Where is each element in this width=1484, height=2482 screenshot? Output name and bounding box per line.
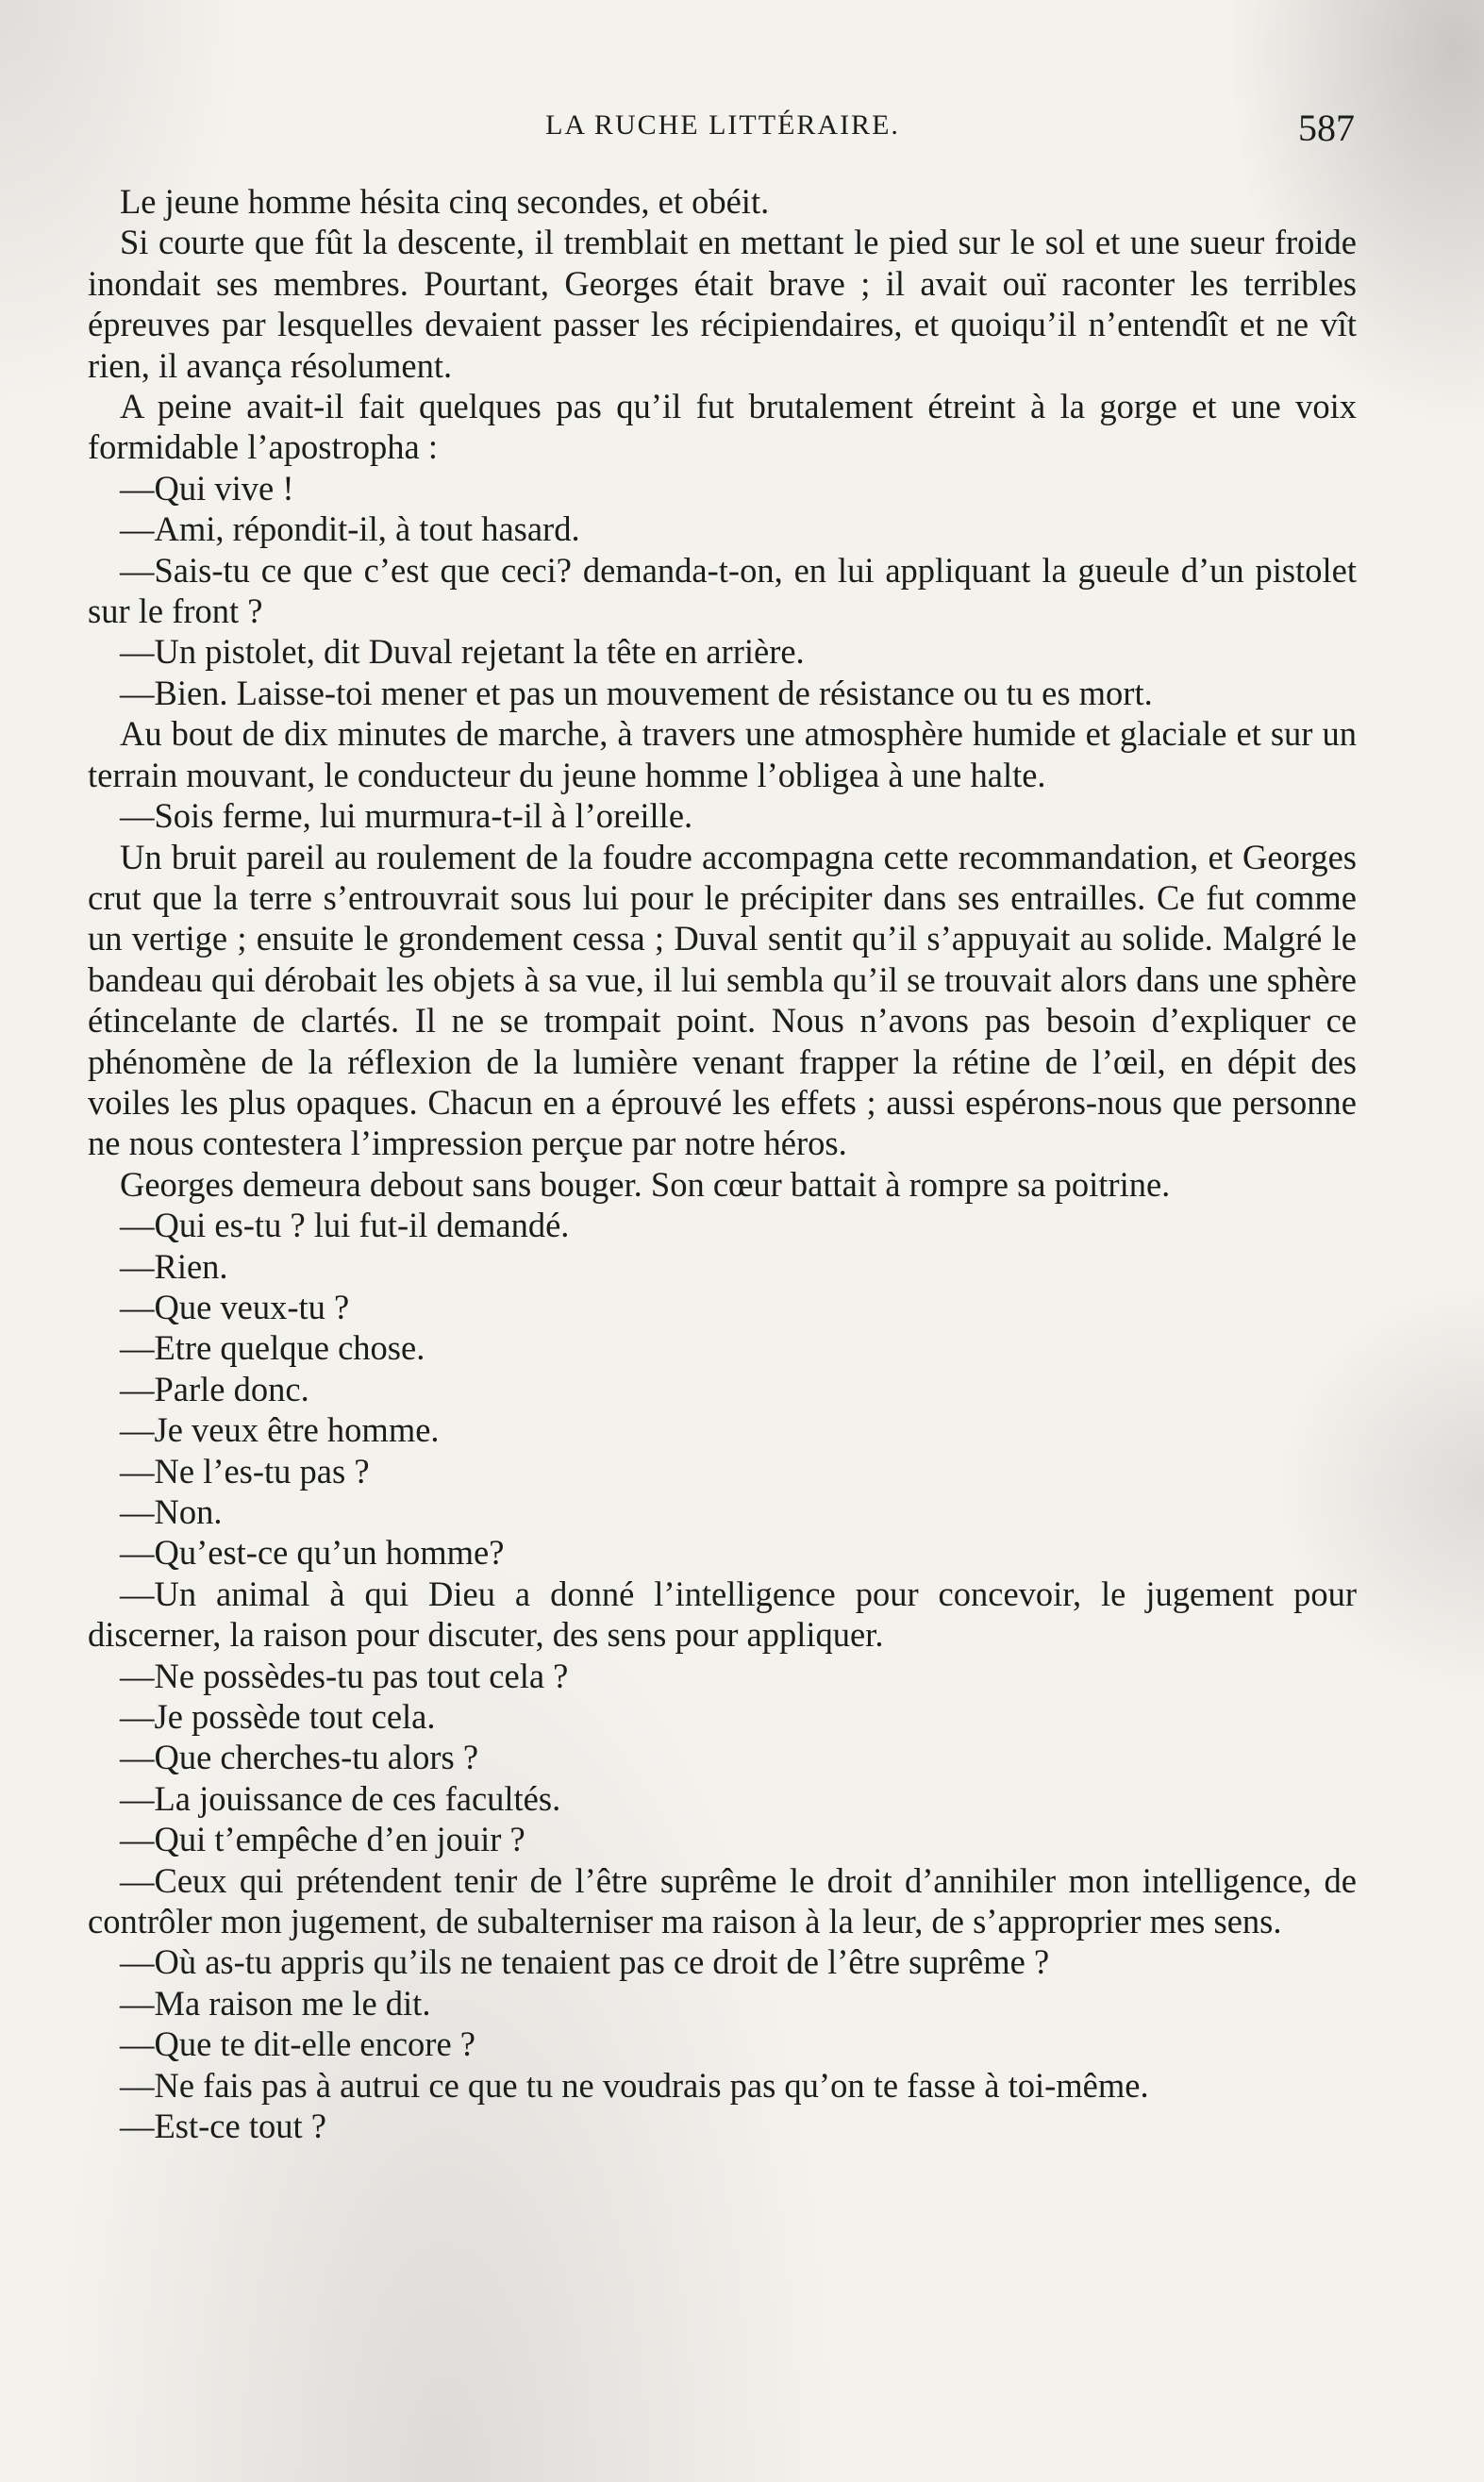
paragraph: Le jeune homme hésita cinq secondes, et obéit. — [120, 182, 770, 221]
dialogue-line: —Ne fais pas à autrui ce que tu ne voudrais pas qu’on te fasse à toi-même. — [120, 2065, 1149, 2105]
dialogue-line: —Qui t’empêche d’en jouir ? — [120, 1820, 525, 1859]
dialogue-line: —Que te dit-elle encore ? — [120, 2024, 475, 2064]
dialogue-line: —Où as-tu appris qu’ils ne tenaient pas ce droit de l’être suprême ? — [120, 1942, 1050, 1982]
dialogue-line: —Qui es-tu ? lui fut-il demandé. — [120, 1206, 570, 1245]
dialogue-line: —Qu’est-ce qu’un homme? — [120, 1533, 505, 1573]
dialogue-line: —Un pistolet, dit Duval rejetant la tête en arrière. — [120, 632, 805, 672]
paragraph: Georges demeura debout sans bouger. Son cœur battait à rompre sa poitrine. — [120, 1164, 1171, 1204]
dialogue-line: —Que veux-tu ? — [120, 1287, 350, 1326]
dialogue-line: —La jouissance de ces facultés. — [120, 1778, 561, 1818]
paragraph: Si courte que fût la descente, il tremblait en mettant le pied sur le sol et une sueur froide inondait ses membres. Pourtant, Georges était brave ; il avait ouï raconter les terribles épreuves par lesquelles devaient passer les récipiendaires, et quoiqu’il n’entendît et ne vît rien, il avança résolument. — [88, 223, 1357, 385]
paragraph: Un bruit pareil au roulement de la foudre accompagna cette recommandation, et Georges crut que la terre s’entrouvrait sous lui pour le précipiter dans ses entrailles. Ce fut comme un vertige ; ensuite le grondement cessa ; Duval sentit qu’il s’appuyait au solide. Malgré le bandeau qui dérobait les objets à sa vue, il lui sembla qu’il se trouvait alors dans une sphère étincelante de clartés. Il ne se trompait point. Nous n’avons pas besoin d’expliquer ce phénomène de la réflexion de la lumière venant frapper la rétine de l’œil, en dépit des voiles les plus opaques. Chacun en a éprouvé les effets ; aussi espérons-nous que personne ne nous contestera l’impression perçue par notre héros. — [88, 837, 1357, 1163]
dialogue-line: —Non. — [120, 1492, 223, 1531]
dialogue-line: —Sais-tu ce que c’est que ceci? demanda-t-on, en lui appliquant la gueule d’un pistolet sur le front ? — [88, 550, 1357, 631]
dialogue-line: —Ami, répondit-il, à tout hasard. — [120, 509, 580, 549]
dialogue-line: —Ne l’es-tu pas ? — [120, 1451, 370, 1491]
dialogue-line: —Qui vive ! — [120, 468, 294, 508]
paragraph: Au bout de dix minutes de marche, à travers une atmosphère humide et glaciale et sur un terrain mouvant, le conducteur du jeune homme l’obligea à une halte. — [88, 714, 1357, 794]
running-title: LA RUCHE LITTÉRAIRE. — [545, 109, 900, 141]
dialogue-line: —Parle donc. — [120, 1369, 309, 1408]
body-text — [88, 181, 1357, 2147]
dialogue-line: —Un animal à qui Dieu a donné l’intelligence pour concevoir, le jugement pour discerner, la raison pour discuter, des sens pour appliquer. — [88, 1574, 1357, 1655]
running-header — [91, 106, 1355, 153]
dialogue-line: —Ma raison me le dit. — [120, 1983, 431, 2023]
dialogue-line: —Ne possèdes-tu pas tout cela ? — [120, 1656, 569, 1695]
dialogue-line: —Ceux qui prétendent tenir de l’être suprême le droit d’annihiler mon intelligence, de contrôler mon jugement, de subalterniser ma raison à la leur, de s’approprier mes sens. — [88, 1860, 1357, 1941]
dialogue-line: —Etre quelque chose. — [120, 1328, 425, 1368]
dialogue-line: —Bien. Laisse-toi mener et pas un mouvement de résistance ou tu es mort. — [120, 673, 1153, 712]
dialogue-line: —Que cherches-tu alors ? — [120, 1738, 479, 1777]
dialogue-line: —Est-ce tout ? — [120, 2107, 326, 2146]
dialogue-line: —Je veux être homme. — [120, 1410, 440, 1450]
paragraph: A peine avait-il fait quelques pas qu’il fut brutalement étreint à la gorge et une voix formidable l’apostropha : — [88, 387, 1357, 467]
dialogue-line: —Rien. — [120, 1246, 228, 1286]
dialogue-line: —Sois ferme, lui murmura-t-il à l’oreille. — [120, 796, 693, 836]
dialogue-line: —Je possède tout cela. — [120, 1697, 436, 1737]
page-number: 587 — [1298, 107, 1355, 149]
